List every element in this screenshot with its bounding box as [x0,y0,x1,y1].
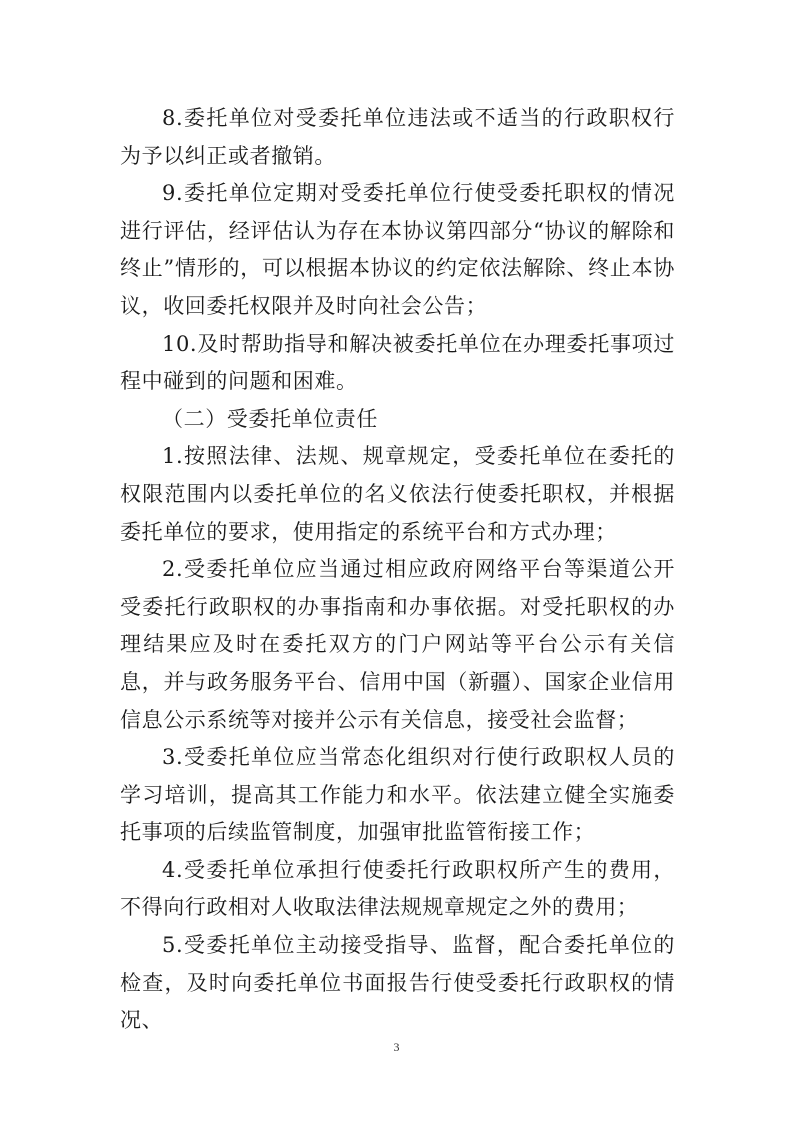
paragraph-item-5: 5.受委托单位主动接受指导、监督，配合委托单位的检查，及时向委托单位书面报告行使受委托行政职权的情况、 [120,933,675,1033]
document-body [120,100,675,1040]
section-heading: （二）受委托单位责任 [162,406,378,431]
paragraph-item-8: 8.委托单位对受委托单位违法或不适当的行政职权行为予以纠正或者撤销。 [120,106,675,168]
paragraph-item-10: 10.及时帮助指导和解决被委托单位在办理委托事项过程中碰到的问题和困难。 [120,331,675,394]
paragraph-item-9: 9.委托单位定期对受委托单位行使受委托职权的情况进行评估，经评估认为存在本协议第四部分“协议的解除和终止”情形的，可以根据本协议的约定依法解除、终止本协议，收回委托权限并及时向社会公告； [120,181,675,318]
paragraph-item-1: 1.按照法律、法规、规章规定，受委托单位在委托的权限范围内以委托单位的名义依法行使委托职权，并根据委托单位的要求，使用指定的系统平台和方式办理； [120,444,675,544]
paragraph-item-2: 2.受委托单位应当通过相应政府网络平台等渠道公开受委托行政职权的办事指南和办事依据。对受托职权的办理结果应及时在委托双方的门户网站等平台公示有关信息，并与政务服务平台、信用中国（新疆）、国家企业信用信息公示系统等对接并公示有关信息，接受社会监督； [120,557,675,732]
paragraph-item-3: 3.受委托单位应当常态化组织对行使行政职权人员的学习培训，提高其工作能力和水平。依法建立健全实施委托事项的后续监管制度，加强审批监管衔接工作； [120,745,675,845]
page-number: 3 [393,1040,400,1054]
paragraph-item-4: 4.受委托单位承担行使委托行政职权所产生的费用，不得向行政相对人收取法律法规规章规定之外的费用； [120,857,675,920]
